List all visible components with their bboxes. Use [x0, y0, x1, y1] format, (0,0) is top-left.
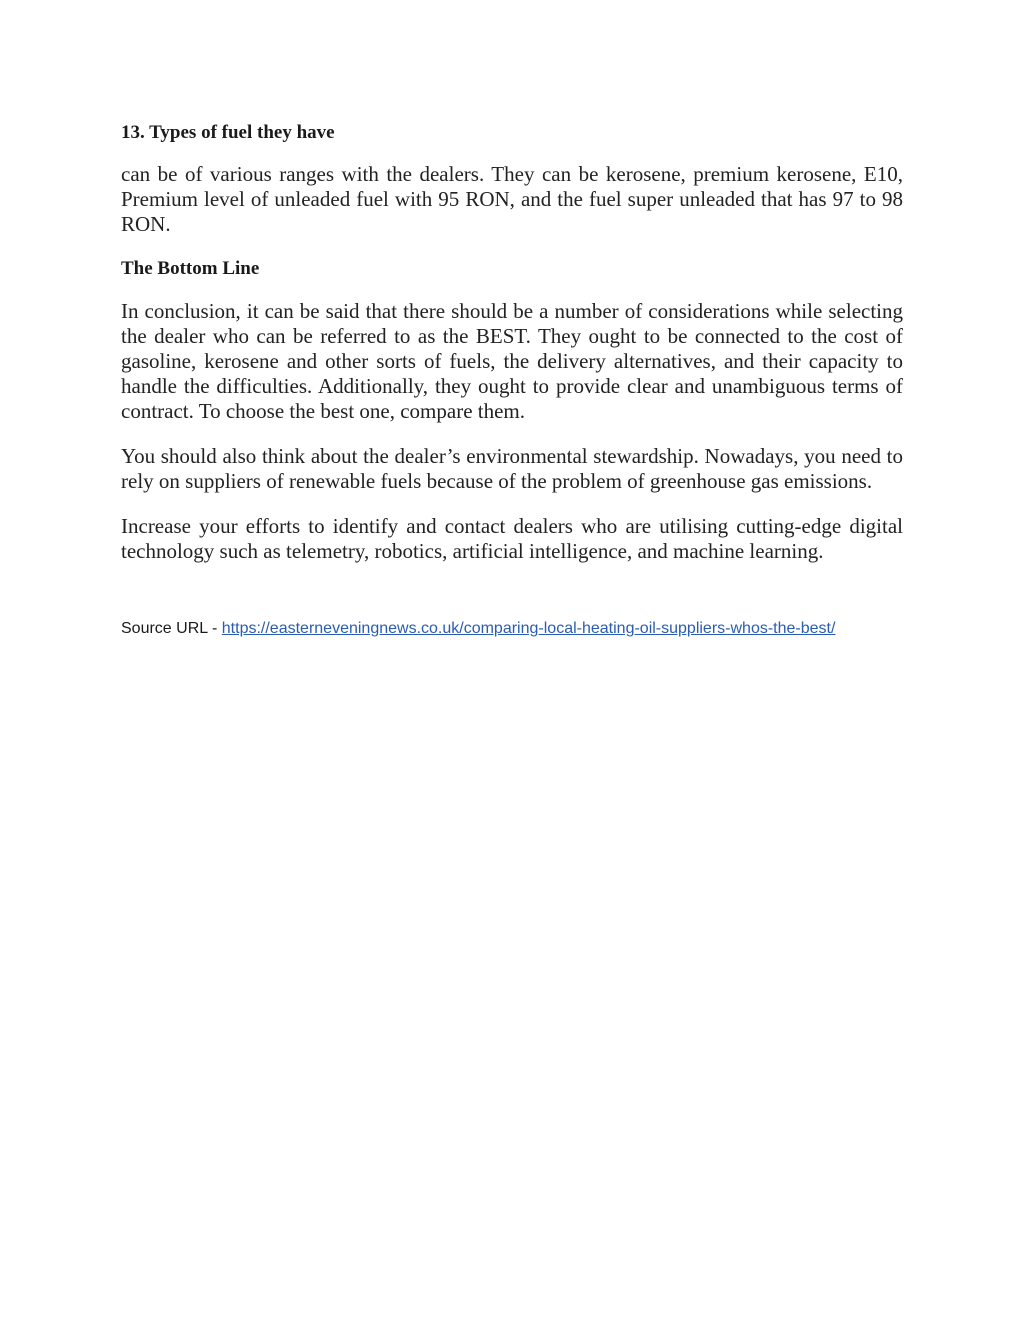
source-label: Source URL -: [121, 620, 222, 637]
bottom-line-heading: The Bottom Line: [121, 258, 260, 279]
document-page: [121, 120, 903, 640]
section-heading: 13. Types of fuel they have: [121, 122, 335, 143]
conclusion-paragraph: In conclusion, it can be said that there should be a number of considerations while selecting the dealer who can be referred to as the BEST. They ought to be connected to the cost of gasoline, kerosene and other sorts of fuels, the delivery alternatives, and their capacity to handle the difficulties. Additionally, they ought to provide clear and unambiguous terms of contract. To choose the best one, compare them.: [121, 299, 903, 423]
section-paragraph: can be of various ranges with the dealers. They can be kerosene, premium kerosene, E10, Premium level of unleaded fuel with 95 RON, and the fuel super unleaded that has 97 to 98 RON.: [121, 162, 903, 236]
source-link[interactable]: https://easterneveningnews.co.uk/comparing-local-heating-oil-suppliers-whos-the-best/: [221, 620, 836, 637]
technology-paragraph: Increase your efforts to identify and contact dealers who are utilising cutting-edge digital technology such as telemetry, robotics, artificial intelligence, and machine learning.: [121, 514, 903, 563]
environment-paragraph: You should also think about the dealer’s environmental stewardship. Nowadays, you need to rely on suppliers of renewable fuels because of the problem of greenhouse gas emissions.: [121, 444, 903, 493]
source-line: [121, 618, 903, 640]
